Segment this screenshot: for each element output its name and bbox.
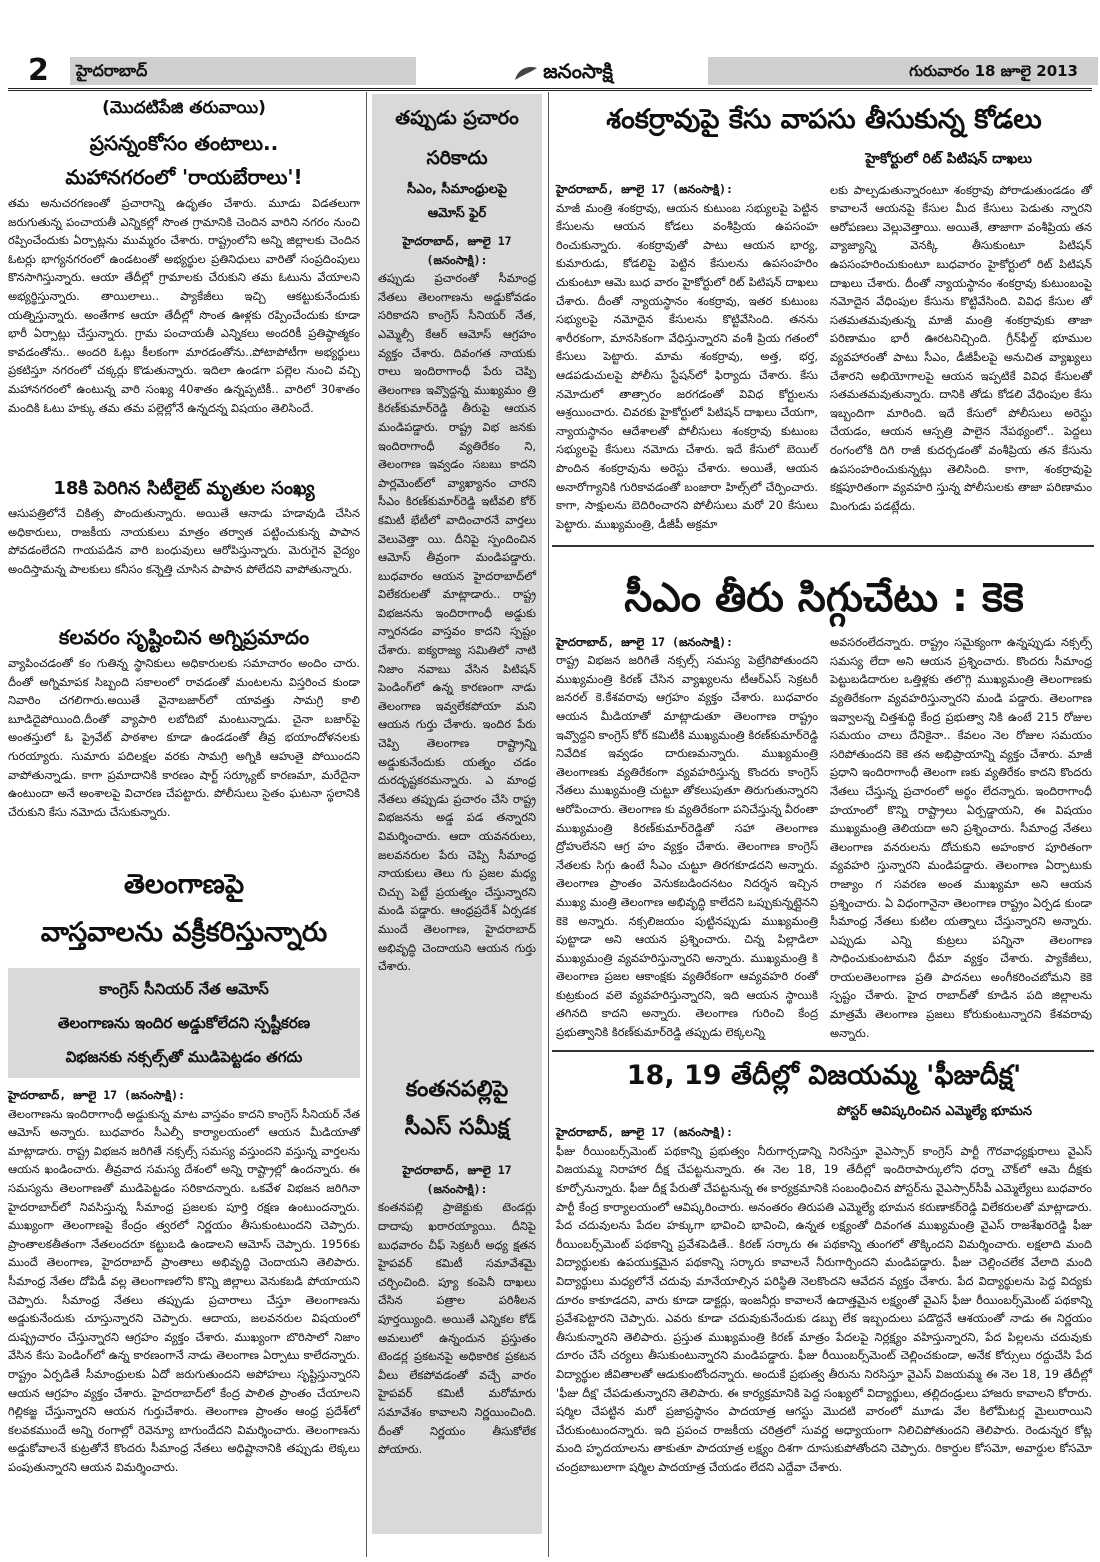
headline: 18, 19 తేదీల్లో విజయమ్మ 'ఫీజుదీక్ష' [626,1060,1022,1092]
subheadline: హైకోర్టులో రిట్ పిటిషన్ దాఖలు [865,151,1032,167]
leaf-logo-icon [513,64,539,82]
article-body: వ్యాపించడంతో కం గుతిన్న స్థానికులు అధికారులకు సమాచారం అందిం చారు. దీంతో అగ్నిమాపక సిబ్బంది సకాలంలో రావడంతో మంటలను విస్తరించ కుండా నివారిం చగలిగారు.అయితే వైనాబజార్‌లో యావత్తు సామగ్రి కాలి బూడిదైపోయింది.దీంతో వ్యాపారి లబోదిబో మంటున్నాడు. చైనా బజార్‌పై అంతస్తులో ఓ ప్రైవేట్ పాఠశాల కూడా ఉండడంతో తీవ్ర భయాందోళనలకు గురయ్యారు. సుమారు పదిలక్షల వరకు సామగ్రి అగ్నికి ఆహుతై పోయిందని వాపోతున్నాడు. కాగా ప్రమాదానికి కారణం షార్ట్ సర్క్యూట్ కారణమా, మరేదైనా ఉంటుందా అనే అంశాలపై విచారణ చేపట్టారు. పోలీసులు సైతం ఘటనా స్థలానికి చేరుకుని కేసు నమోదు చేసుకున్నారు. [8,656,360,819]
article-body: లకు పాల్పడుతున్నారంటూ శంకర్రావు పోరాడుతుండడం తో కావాలనే ఆయనపై కేసుల మీద కేసులు పెడుతు న్నారని ఆరోపణలు వెల్లువెత్తాయి. అయితే, తాజాగా వంశీప్రియ తన వ్యాజ్యాన్ని వెనక్కి తీసుకుంటూ పిటిషన్ ఉపసంహరించుకుంటూ బుధవారం హైకోర్టులో రిట్ పిటిషన్ దాఖలు చేశారు. దీంతో న్యాయస్థానం శంకర్రావు కుటుంబంపై నమోదైన వేధింపుల కేసును కొట్టివేసింది. వివిధ కేసుల తో సతమతమవుతున్న మాజీ మంత్రి శంకర్రావుకు తాజా పరిణామం భారీ ఊరటనిచ్చింది. గ్రీన్‌ఫీల్డ్ భూముల వ్యవహారంతో పాటు సీఎం, డీజీపీలపై అనుచిత వ్యాఖ్యలు చేశారని అభియోగాలపై ఆయన ఇప్పటికే వివిధ కేసులతో సతమతమవుతున్నారు. దానికి తోడు కోడలి వేధింపుల కేసు ఇబ్బందిగా మారింది. ఇదే కేసులో పోలీసులు అరెస్టు చేయడం, ఆయన ఆస్పత్రి పాలైన నేపథ్యంలో.. పెద్దలు రంగంలోకి దిగి రాజీ కుదర్చడంతో వంశీప్రియ తన కేసును ఉపసంహరించుకున్నట్లు తెలిసింది. కాగా, శంకర్రావుపై కక్షపూరితంగా వ్యవహరి స్తున్న పోలీసులకు తాజా పరిణామం మింగుడు పడట్లేదు. [830,182,1092,513]
masthead [8,54,1092,91]
headline: తప్పుడు ప్రచారం [395,107,519,129]
dateline: హైదరాబాద్, జూలై 17 [402,1163,512,1178]
dateline: హైదరాబాద్, జూలై 17 (జనంసాక్షి): [556,182,733,196]
column-divider [366,92,367,1557]
article-body: తప్పుడు ప్రచారంతో సీమాంధ్ర నేతలు తెలంగాణను అడ్డుకోవడం సరికాదని కాంగ్రెస్ సీనియర్ నేత, ఎమ్మెల్సీ కేఆర్ ఆమోస్ ఆగ్రహం వ్యక్తం చేశారు. దివంగత నాయకు రాలు ఇందిరాగాంధీ పేరు చెప్పి తెలంగాణ ఇవ్వొద్దన్న ముఖ్యమం త్రి కిరణ్‌కుమార్‌రెడ్డి తీరుపై ఆయన మండిపడ్డారు. రాష్ట్ర విభ జనకు ఇందిరాగాంధీ వ్యతిరేకం ని, తెలంగాణ ఇవ్వడం సబబు కాదని పార్లమెంట్‌లో వ్యాఖ్యానం చారని సీఎం కిరణ్‌కుమార్‌రెడ్డి ఇటీవలి కోర్ కమిటీ భేటీలో వాదించారనే వార్తలు వెలువెత్తా యి. దీనిపై స్పందించిన ఆమోస్ తీవ్రంగా మండిపడ్డారు. బుధవారం ఆయన హైదరాబాద్‌లో విలేకరులతో మాట్లాడారు.. రాష్ట్ర విభజనను ఇందిరాగాంధీ అడ్డుకు న్నారనడం వాస్తవం కాదని స్పష్టం చేశారు. ఐక్యరాజ్య సమితిలో నాటి నిజాం నవాబు వేసిన పిటిషన్ పెండింగ్‌లో ఉన్న కారణంగా నాడు తెలంగాణ ఇవ్వలేకపోయా మని ఆయన గుర్తు చేశారు. ఇందిర పేరు చెప్పి తెలంగాణ రాష్ట్రాన్ని అడ్డుకునేందుకు యత్నం చడం దురదృష్టకరమన్నారు. ఎ మాంధ్ర నేతలు తప్పుడు ప్రచారం చేసి రాష్ట్ర విభజనను అడ్డ పడ తన్నారని విమర్శించారు. ఆదా యవనరులు, జలవనరుల పేరు చెప్పి సీమాంధ్ర నాయకులు తెలు గు ప్రజల మధ్య చిచ్చు పెట్టే ప్రయత్నం చేస్తున్నారని మండి పడ్డారు. ఆంధ్రప్రదేశ్ ఏర్పడక ముందే తెలంగాణ, హైదరాబాద్ అభివృద్ధి చెందాయని ఆయన గుర్తు చేశారు. [378,271,536,974]
headline: కంతనపల్లిపై [405,1077,509,1103]
article-body: రాష్ట్ర విభజన జరిగితే నక్సల్స్ సమస్య పెట్రేగిపోతుందని ముఖ్యమంత్రి కిరణ్ చేసిన వ్యాఖ్యలను టీఆర్ఎస్ సెక్రటరీ జనరల్ కె.కేశవరావు ఆగ్రహం వ్యక్తం చేశారు. బుధవారం ఆయన మీడియాతో మాట్లాడుతూ తెలంగాణ రాష్ట్రం ఇవ్వొద్దని కాంగ్రెస్ కోర్ కమిటీకి ముఖ్యమంత్రి కిరణ్‌కుమార్‌రెడ్డి నివేదిక ఇవ్వడం దారుణమన్నారు. ముఖ్యమంత్రి తెలంగాణకు వ్యతిరేకంగా వ్యవహరిస్తున్న కొందరు కాంగ్రెస్ నేతలు ముఖ్యమంత్రి చుట్టూ తోకలుపుతూ తిరుగుతున్నారని ఆరోపించారు. తెలంగాణ కు వ్యతిరేకంగా పనిచేస్తున్న వీరంతా ముఖ్యమంత్రి కిరణ్‌కుమార్‌రెడ్డితో సహా తెలంగాణ ద్రోహులేనని ఆగ్ర హం వ్యక్తం చేశారు. తెలంగాణ కాంగ్రెస్ నేతలకు సిగ్గు ఉంటే సీఎం చుట్టూ తిరగకూడదని అన్నారు. తెలంగాణ ప్రాంతం వెనుకబడిందనటం నిదర్శన ఇచ్చిన ముఖ్య మంత్రి తెలంగాణ అభివృద్ధి కాలేదని ఒప్పుకున్నట్లైనని కెకె అన్నారు. నక్సలిజయం పుట్టినప్పుడు ముఖ్యమంత్రి పుట్టాడా అని ఆయన ప్రశ్నించారు. చిన్న పిల్లాడిలా ముఖ్యమంత్రి వ్యవహరిస్తున్నారని అన్నారు. ముఖ్యమంత్రి కి తెలంగాణ ప్రజల ఆకాంక్షకు వ్యతిరేకంగా ఆవ్యవహరి రంతో కుట్రకుంద వలె వ్యవహరిస్తున్నారని, ఇది ఆయన స్థాయికి తగినది కాదని అన్నారు. తెలంగాణ గురించి కేంద్ర ప్రభుత్వానికి కిరణ్‌కుమార్‌రెడ్డి తప్పుడు లెక్కలన్ని [556,653,818,1040]
masthead-date: గురువారం 18 జూలై 2013 [708,57,1098,85]
headline: సీఎస్ సమీక్ష [404,1115,510,1141]
dateline: హైదరాబాద్, జూలై 17 (జనంసాక్షి): [8,1088,185,1102]
headline: ప్రసన్నంకోసం తంటాలు.. [89,131,279,155]
subheadline: ఆమోస్ ఫైర్ [427,206,487,221]
column-middle [372,94,542,1534]
headline: తెలంగాణపై [123,869,245,900]
dateline: హైదరాబాద్, జూలై 17 [402,234,512,248]
article-body: తెలంగాణను ఇందిరాగాంధీ అడ్డుకున్న మాట వాస్తవం కాదని కాంగ్రెస్ సీనియర్ నేత ఆమోస్ అన్నారు. బుధవారం సీఎల్పీ కార్యాలయంలో ఆయన మీడియాతో మాట్లాడారు. రాష్ట్ర విభజన జరిగితే నక్సల్స్ సమస్య వస్తుందని వస్తున్న వార్తలను ఆయన ఖండించారు. తీవ్రవాద సమస్య దేశంలో అన్ని రాష్ట్రాల్లో ఉందన్నారు. ఈ సమస్యను తెలంగాణతో ముడిపెట్టడం సరికాదన్నారు. ఒకవేళ విభజన జరిగినా హైదరాబాద్‌లో నివసిస్తున్న సీమాంధ్ర ప్రజలకు పూర్తి రక్షణ ఉంటుందన్నారు. ముఖ్యంగా తెలంగాణపై కేంద్రం త్వరలో నిర్ణయం తీసుకుంటుందని చెప్పారు. ప్రాంతాలకతీతంగా నేతలందరూ కట్టుబడి ఉండాలని ఆమోస్ చెప్పారు. 1956కు ముందే తెలంగాణ, హైదరాబాద్ ప్రాంతాలు అభివృద్ధి చెందాయని తెలిపారు. సీమాంధ్ర నేతల దోపిడీ వల్ల తెలంగాణలోని కొన్ని జిల్లాలు వెనుకబడి పోయాయని చెప్పారు. సీమాంధ్ర నేతలు తప్పుడు ప్రచారాలు చేస్తూ తెలంగాణను అడ్డుకునేందుకు చూస్తున్నారని చెప్పారు. ఆదాయ, జలవనరుల విషయంలో దుష్ప్రచారం చేస్తున్నారని ఆగ్రహం వ్యక్తం చేశారు. ముఖ్యంగా బొరిసాలో నిజాం వేసిన కేసు పెండింగ్‌లో ఉన్న కారణంగానే నాడు తెలంగాణ ఏర్పాటు కాలేదన్నారు. రాష్ట్రం ఏర్పడితే సీమాంధ్రులకు ఏదో జరుగుతుందని అపోహలు సృష్టిస్తున్నారని ఆయన ఆగ్రహం వ్యక్తం చేశారు. హైదరాబాద్‌లో కేంద్ర పాలిత ప్రాంతం చేయాలని గిల్లికజ్జ చేస్తున్నారని ఆయన గుర్తుచేశారు. తెలంగాణ ప్రాంతం ఆంధ్ర ప్రదేశ్‌లో కలవకముందే అన్ని రంగాల్లో రెవెన్యూ బాగుందేదని విమర్శించారు. తెలంగాణను అడ్డుకోవాలనే కుట్రతోనే కొందరు సీమాంధ్ర నేతలు అధిష్టానానికి తప్పుడు లెక్కలు పంపుతున్నారని ఆయన విమర్శించారు. [8,1106,360,1474]
headline: వాస్తవాలను వక్రీకరిస్తున్నారు [40,917,328,948]
article-body: తమ అనుచరగణంతో ప్రచారాన్ని ఉధృతం చేశారు. మూడు విడతలుగా జరుగుతున్న పంచాయతీ ఎన్నికల్లో సొంత గ్రామానికి చెందిన వారిని నగరం నుంచి రప్పించేందుకు ఏర్పాట్లను ముమ్మరం చేశారు. రాష్ట్రంలోని అన్ని జిల్లాలకు చెందిన ఓటర్లు భాగ్యనగరంలో ఉండటంతో అభ్యర్థుల ప్రతినిధులు వారితో సంప్రదింపులు కొనసాగిస్తున్నారు. ఆయా తేదీల్లో గ్రామాలకు చేరుకుని తమ ఓటును వేయాలని అభ్యర్థిస్తున్నారు. తాయిలాలు.. ప్యాకేజీలు ఇచ్చి ఆకట్టుకునేందుకు యత్నిస్తున్నారు. అంతేగాక ఆయా తేదీల్లో సొంత ఊళ్లకు రప్పించేందుకు కూడా భారీ ఏర్పాట్లు చేస్తున్నారు. గ్రామ పంచాయతీ ఎన్నికలు అందరికీ ప్రతిష్ఠాత్మకం కావడంతోను.. అందరి ఓట్లు కీలకంగా మారడంతోను..పోటాపోటీగా అభ్యర్థులు ప్రకటిస్తూ నగరంలో చక్కర్లు కొడుతున్నారు. ఇదిలా ఉండగా పల్లెల నుంచి వచ్చి మహానగరంలో ఉంటున్న వారి సంఖ్య 40శాతం ఉన్నప్పటికీ.. వారిలో 30శాతం మందికి ఓటు హక్కు తమ తమ పల్లెల్లోనే ఉన్నదన్న విషయం తెలిసిందే. [8,196,360,415]
subheadline: కాంగ్రెస్ సీనియర్ నేత ఆమోస్ [99,980,269,998]
article-body: ఆసుపత్రిలోనే చికిత్స పొందుతున్నారు. అయితే ఆనాడు హడావుడి చేసిన అధికారులు, రాజకీయ నాయకులు మాత్రం తర్వాత పట్టించుకున్న పాపాన పోవడంలేదని గాయపడిన వారి బంధువులు ఆరోపిస్తున్నారు. మెరుగైన వైద్యం అందిస్తామన్న పాలకులు కనీసం కన్నెత్తి చూసిన పాపాన పోలేదని వాపోతున్నారు. [8,506,360,576]
column-right [556,94,1092,1560]
headline: మహానగరంలో 'రాయబేరాలు'! [65,165,303,189]
article-body: కంతనపల్లి ప్రాజెక్టుకు టెండర్లు దాదాపు ఖరారయ్యాయి. దీనిపై బుధవారం చీఫ్ సెక్రటరీ అధ్య క్షతన హైపవర్ కమిటీ సమావేశమై చర్చించింది. ప్యూ కంపెనీ దాఖలు చేసిన పత్రాల పరిశీలన పూర్తయ్యింది. అయితే ఎన్నికల కోడ్ అమలులో ఉన్నందున ప్రస్తుతం టెండర్ల ప్రకటనపై అధికారిక ప్రకటన వీలు లేకపోవడంతో వచ్చే వారం హైపవర్ కమిటీ మరోమారు సమావేశం కావాలని నిర్ణయించింది. దీంతో నిర్ణయం తీసుకోలేక పోయారు. [378,1200,536,1457]
dateline: (జనంసాక్షి): [426,252,488,267]
column-divider [548,92,549,1557]
article-body: ఫీజు రీయింబర్స్‌మెంట్ పథకాన్ని ప్రభుత్వం నీరుగార్చడాన్ని నిరసిస్తూ వైఎస్సార్ కాంగ్రెస్ పార్టీ గౌరవాధ్యక్షురాలు వైఎస్ విజయమ్మ నిరాహార దీక్ష చేపట్టనున్నారు. ఈ నెల 18, 19 తేదీల్లో ఇందిరాపార్కులోని ధర్నా చౌక్‌లో ఆమె దీక్షకు కూర్చోనున్నారు. ఫీజు దీక్ష పేరుతో చేపట్టనున్న ఈ కార్యక్రమానికి సంబంధించిన పోస్టర్‌ను వైఎస్సార్‌సీపీ ఎమ్మెల్యేలు బుధవారం పార్టీ కేంద్ర కార్యాలయంలో ఆవిష్కరించారు. అనంతరం తిరుపతి ఎమ్మెల్యే భూమన కరుణాకర్‌రెడ్డి విలేకరులతో మాట్లాడారు. పేద చదువులను పేదల హక్కుగా భావించి భావించి, ఉన్నత లక్ష్యంతో దివంగత ముఖ్యమంత్రి వైఎస్ రాజశేఖరరెడ్డి ఫీజు రీయింబర్స్‌మెంట్ పథకాన్ని ప్రవేశపెడితే.. కిరణ్ సర్కారు ఈ పథకాన్ని తుంగలో తొక్కిందని విమర్శించారు. లక్షలాది మంది విద్యార్థులకు ఉపయుక్తమైన పథకాన్ని సర్కారు కావాలనే నీరుగార్చిందని మండిపడ్డారు. ఫీజు చెల్లించలేక వేలాది మంది విద్యార్థులు మధ్యలోనే చదువు మానేయాల్సిన పరిస్థితి నెలకొందని ఆవేదన వ్యక్తం చేశారు. పేద విద్యార్థులను పెద్ద విద్యకు దూరం కాకూడదని, వారు కూడా డాక్టర్లు, ఇంజనీర్లు కావాలనే ఉదాత్తమైన లక్ష్యంతో వైఎస్ ఫీజు రీయింబర్స్‌మెంట్ పథకాన్ని ప్రవేశపెట్టారని చెప్పారు. ఎవరు కూడా చదువుకునేందుకు డబ్బు లేక ఇబ్బందులు పడొద్దనే ఆశయంతో నాడు ఈ నిర్ణయం తీసుకున్నారని తెలిపారు. ప్రస్తుత ముఖ్యమంత్రి కిరణ్ మాత్రం పేదలపై నిర్లక్ష్యం వహిస్తున్నారని, పేద పిల్లలను చదువుకు దూరం చేసే చర్యలు తీసుకుంటున్నారని మండిపడ్డారు. ఫీజు రీయింబర్స్‌మెంట్ చెల్లించకుండా, అనేక కోర్సులు రద్దుచేసి పేద విద్యార్థుల జీవితాలతో ఆడుకుంటోందన్నారు. అందుకే ప్రభుత్వ తీరును నిరసిస్తూ వైఎస్ విజయమ్మ ఈ నెల 18, 19 తేదీల్లో 'ఫీజు దీక్ష' చేపడుతున్నారని తెలిపారు. ఈ కార్యక్రమానికి పెద్ద సంఖ్యలో విద్యార్థులు, తల్లిదండ్రులు హాజరు కావాలని కోరారు. షర్మిల చేపట్టిన మరో ప్రజాప్రస్థానం పాదయాత్ర ఆగస్టు మొదటి వారంలో మూడు వేల కిలోమీటర్ల మైలురాయిని చేరుకుంటుందన్నారు. ఇది ప్రపంచ రాజకీయ చరిత్రలో సువర్ణ అధ్యాయంగా నిలిచిపోతుందని తెలిపారు. రెండున్నర కోట్ల మంది హృదయాలను తాకుతూ పాదయాత్ర లక్ష్యం దిశగా దూసుకుపోతోందని చెప్పారు. రికార్డుల కోసమో, అవార్డుల కోసమో చంద్రబాబులాగా షర్మిల పాదయాత్ర చేయడం లేదని ఎద్దేవా చేశారు. [556,1143,1092,1474]
continued-label: (మొదటిపేజి తరువాయి) [102,98,266,118]
headline: శంకర్రావుపై కేసు వాపసు తీసుకున్న కోడలు [606,104,1042,135]
dateline: హైదరాబాద్, జూలై 17 (జనంసాక్షి): [556,634,733,649]
subheadline: సీఎం, సీమాంధ్రులపై [406,182,508,197]
subheadline-box [8,968,360,1078]
headline: సీఎం తీరు సిగ్గుచేటు : కెకె [624,574,1024,621]
subheadline: విభజనకు నక్సల్స్‌తో ముడిపెట్టడం తగదు [65,1048,303,1066]
column-left [8,94,360,1560]
newspaper-logo [478,54,648,88]
headline: 18కి పెరిగిన సిటీలైట్ మృతుల సంఖ్య [53,478,315,499]
headline: సరికాదు [426,147,488,169]
headline: కలవరం సృష్టించిన అగ్నిప్రమాదం [58,625,310,649]
article-body: అవసరంలేదన్నారు. రాష్ట్రం సమైక్యంగా ఉన్నప్పుడు నక్సల్స్ సమస్య లేదా అని ఆయన ప్రశ్నించారు. కొందరు సీమాంధ్ర పెట్టుబడిదారుల ఒత్తిళ్లకు తలొగ్గి ముఖ్యమంత్రి తెలంగాణకు వ్యతిరేకంగా వ్యవహరిస్తున్నారని మండి పడ్డారు. తెలంగాణ ఇవ్వాలన్న చిత్తశుద్ధి కేంద్ర ప్రభుత్వా నికి ఉంటే 215 రోజుల సమయం చాలు దేనికైనా.. కేవలం నెల రోజుల సమయం సరిపోతుందని కెకె తన అభిప్రాయాన్ని వ్యక్తం చేశారు. మాజీ ప్రధాని ఇందిరాగాంధీ తెలంగా ణకు వ్యతిరేకం కాదని కొందరు నేతలు చేస్తున్న ప్రచారంలో అర్థం లేదన్నారు. ఇందిరాగాంధీ హయాంలో కొన్ని రాష్ట్రాలు ఏర్పడ్డాయని, ఈ విషయం ముఖ్యమంత్రి తెలియదా అని ప్రశ్నించారు. సీమాంధ్ర నేతలు తెలంగాణ వనరులను దోచుకుని అహంకార పూరితంగా వ్యవహరి స్తున్నారని మండిపడ్డారు. తెలంగాణ ఏర్పాటుకు రాజ్యాం గ సవరణ అంత ముఖ్యమా అని ఆయన ప్రశ్నించారు. ఏ విధంగానైనా తెలంగాణ రాష్ట్రం ఏర్పడ కుండా సీమాంధ్ర నేతలు కుటిల యత్నాలు చేస్తున్నారని అన్నారు. ఎప్పుడు ఎన్ని కుట్రలు పన్నినా తెలంగాణ సాధించుకుంటామని ధీమా వ్యక్తం చేశారు. ప్యాకేజీలు, రాయలతెలంగాణ ప్రతి పాదనలు అంగీకరించబోమని కెకె స్పష్టం చేశారు. హైద రాబాద్‌తో కూడిన పది జిల్లాలను మాత్రమే తెలంగాణ ప్రజలు కోరుకుంటున్నారని కేశవరావు అన్నారు. [830,635,1092,1040]
logo-text: జనంసాక్షి [543,59,613,83]
article-body: మాజీ మంత్రి శంకర్రావు, ఆయన కుటుంబ సభ్యులపై పెట్టిన కేసులను ఆయన కోడలు వంశీప్రియ ఉపసంహ రించుకున్నారు. శంకర్రావుతో పాటు ఆయన భార్య, కుమారుడు, కోడలిపై పెట్టిన కేసులను ఉపసంహరిం చుకుంటూ ఆమె బుధ వారం హైకోర్టులో రిట్ పిటిషన్ దాఖలు చేశారు. దీంతో న్యాయస్థానం శంకర్రావు, ఇతర కుటుంబ సభ్యులపై నమోదైన కేసులను కొట్టివేసింది. తనను శారీరకంగా, మానసికంగా వేధిస్తున్నారని వంశీ ప్రియ గతంలో కేసులు పెట్టారు. మామ శంకర్రావు, అత్త, భర్త, ఆడపడుచులపై పోలీసు స్టేషన్‌లో ఫిర్యాదు చేశారు. కేసు నమోదులో తాత్సారం జరగడంతో వివిధ కోర్టులను ఆశ్రయించారు. చివరకు హైకోర్టులో పిటిషన్ దాఖలు చేయగా, న్యాయస్థానం ఆదేశాలతో పోలీసులు శంకర్రావు కుటుంబ సభ్యులపై కేసులు నమోదు చేశారు. ఇదే కేసులో బెయిల్‌ పొందిన శంకర్రావును అరెస్టు చేశారు. అయితే, ఆయన అనారోగ్యానికి గురికావడంతో బంజారా హిల్స్‌లో చేర్పించారు. కాగా, సాక్షులను బెదిరించారని పోలీసులు మరో 20 కేసులు పెట్టారు. ముఖ్యమంత్రి, డీజీపీ అక్రమా [556,200,818,531]
dateline: (జనంసాక్షి): [426,1181,488,1196]
masthead-city: హైదరాబాద్ [70,57,416,85]
subheadline: తెలంగాణను ఇందిర అడ్డుకోలేదని స్పష్టీకరణ [57,1014,311,1032]
page-number: 2 [28,53,49,88]
subheadline: పోస్టర్ ఆవిష్కరించిన ఎమ్మెల్యే భూమన [837,1104,1032,1120]
dateline: హైదరాబాద్, జూలై 17 (జనంసాక్షి): [556,1125,733,1140]
